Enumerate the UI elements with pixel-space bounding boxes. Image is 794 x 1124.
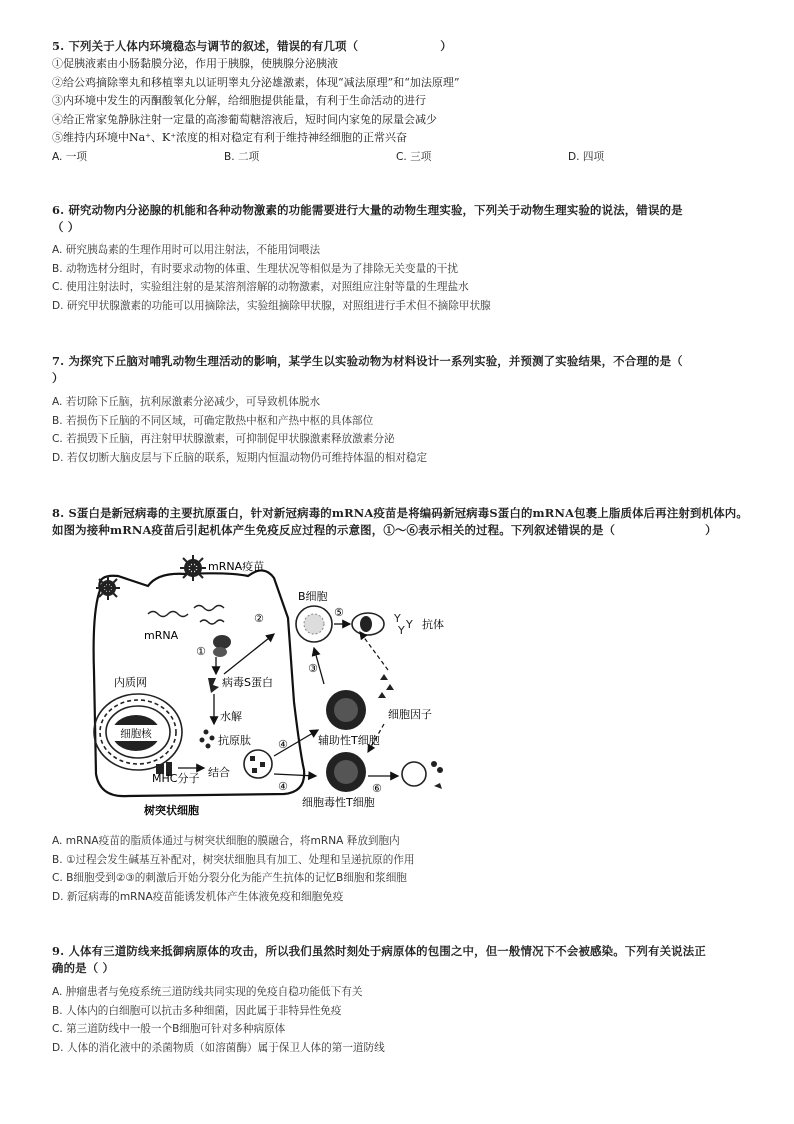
label-step-1: ① — [196, 645, 206, 658]
vesicle-icon — [244, 750, 272, 778]
q5-option-d[interactable]: D. 四项 — [568, 150, 605, 163]
label-er: 内质网 — [114, 676, 147, 689]
question-9 — [52, 943, 752, 1057]
ribosome-icon — [213, 635, 231, 649]
q9-option-c[interactable]: C. 第三道防线中一般一个B细胞可针对多种病原体 — [52, 1023, 286, 1036]
q9-option-d[interactable]: D. 人体的消化液中的杀菌物质（如溶菌酶）属于保卫人体的第一道防线 — [52, 1041, 385, 1054]
question-7 — [52, 353, 752, 467]
label-cytokine: 细胞因子 — [388, 708, 432, 721]
label-antibody: 抗体 — [422, 618, 444, 631]
q7-option-a[interactable]: A. 若切除下丘脑，抗利尿激素分泌减少，可导致机体脱水 — [52, 396, 321, 408]
mrna-strand-icon — [194, 606, 224, 611]
spike-protein-icon — [208, 678, 219, 693]
q5-options — [52, 148, 752, 166]
q5-item: ①促胰液素由小肠黏膜分泌，作用于胰腺，使胰腺分泌胰液 — [52, 57, 338, 70]
q5-item: ④给正常家兔静脉注射一定量的高渗葡萄糖溶液后，短时间内家兔的尿量会减少 — [52, 112, 437, 126]
q7-option-b[interactable]: B. 若损伤下丘脑的不同区域，可确定散热中枢和产热中枢的具体部位 — [52, 414, 374, 427]
label-antigen-peptide: 抗原肽 — [218, 734, 251, 747]
mrna-strand-icon — [148, 612, 188, 617]
q5-option-a[interactable]: A. 一项 — [52, 150, 87, 163]
label-step-2: ② — [254, 612, 264, 625]
q5-option-b[interactable]: B. 二项 — [224, 150, 260, 163]
label-b-cell: B细胞 — [298, 590, 328, 603]
cytokine-icon — [378, 674, 394, 698]
question-6 — [52, 202, 752, 315]
label-spike-protein: 病毒S蛋白 — [222, 676, 273, 689]
target-cell-icon — [402, 762, 426, 786]
immune-response-diagram — [88, 552, 498, 822]
question-5 — [52, 38, 752, 166]
label-bind: 结合 — [208, 766, 230, 779]
q5-item: ②给公鸡摘除睾丸和移植睾丸以证明睾丸分泌雄激素，体现“减法原理”和“加法原理” — [52, 75, 460, 89]
q6-option-d[interactable]: D. 研究甲状腺激素的功能可以用摘除法，实验组摘除甲状腺，对照组进行手术但不摘除甲状腺 — [52, 299, 491, 312]
label-step-4b: ④ — [278, 780, 288, 793]
q8-stem: 8. S蛋白是新冠病毒的主要抗原蛋白，针对新冠病毒的mRNA疫苗是将编码新冠病毒S蛋白的mRNA包裹上脂质体后再注射到机体内。 — [52, 506, 748, 520]
q7-stem-cont: ） — [52, 371, 64, 385]
q6-option-b[interactable]: B. 动物选材分组时，有时要求动物的体重、生理状况等相似是为了排除无关变量的干扰 — [52, 262, 458, 275]
mrna-vaccine-icon — [180, 555, 206, 581]
q7-option-c[interactable]: C. 若损毁下丘脑，再注射甲状腺激素，可抑制促甲状腺激素释放激素分泌 — [52, 433, 395, 446]
q6-stem: 6. 研究动物内分泌腺的机能和各种动物激素的功能需要进行大量的动物生理实验，下列关于动物生理实验的说法，错误的是 — [52, 203, 683, 217]
q7-option-d[interactable]: D. 若仅切断大脑皮层与下丘脑的联系，短期内恒温动物仍可维持体温的相对稳定 — [52, 451, 428, 464]
antigen-peptide-icon — [200, 730, 215, 749]
label-cytotoxic-t: 细胞毒性T细胞 — [302, 796, 375, 809]
label-mhc: MHC分子 — [152, 772, 200, 785]
label-helper-t: 辅助性T细胞 — [318, 734, 380, 747]
label-mrna: mRNA — [144, 629, 179, 642]
label-hydrolysis: 水解 — [220, 710, 242, 723]
label-nucleus: 细胞核 — [120, 728, 152, 740]
q5-option-c[interactable]: C. 三项 — [396, 150, 432, 163]
svg-text:Y: Y — [394, 612, 401, 625]
antibody-icon — [393, 612, 413, 637]
q8-option-c[interactable]: C. B细胞受到②③的刺激后开始分裂分化为能产生抗体的记忆B细胞和浆细胞 — [52, 872, 407, 885]
q6-option-a[interactable]: A. 研究胰岛素的生理作用时可以用注射法，不能用饲喂法 — [52, 244, 321, 256]
label-step-3: ③ — [308, 662, 318, 675]
label-step-4a: ④ — [278, 738, 288, 751]
question-8 — [52, 505, 752, 539]
q6-option-c[interactable]: C. 使用注射法时，实验组注射的是某溶剂溶解的动物激素，对照组应注射等量的生理盐水 — [52, 281, 469, 294]
q8-option-d[interactable]: D. 新冠病毒的mRNA疫苗能诱发机体产生体液免疫和细胞免疫 — [52, 890, 344, 903]
q9-stem: 9. 人体有三道防线来抵御病原体的攻击，所以我们虽然时刻处于病原体的包围之中，但一般情况下不会被感染。下列有关说法正 — [52, 944, 706, 958]
q9-option-b[interactable]: B. 人体内的白细胞可以抗击多种细菌，因此属于非特异性免疫 — [52, 1004, 342, 1017]
svg-text:Y: Y — [406, 618, 413, 631]
q8-option-b[interactable]: B. ①过程会发生碱基互补配对，树突状细胞具有加工、处理和呈递抗原的作用 — [52, 853, 415, 866]
mrna-vaccine-icon — [96, 576, 120, 600]
q8-stem-cont: 如图为接种mRNA疫苗后引起机体产生免疫反应过程的示意图，①～⑥表示相关的过程。下列叙述错误的是（ ） — [52, 523, 717, 537]
q8-option-a[interactable]: A. mRNA疫苗的脂质体通过与树突状细胞的膜融合，将mRNA 释放到胞内 — [52, 835, 400, 847]
svg-text:Y: Y — [398, 624, 405, 637]
cell-debris-icon — [431, 761, 443, 789]
label-step-6: ⑥ — [372, 782, 382, 795]
q5-item: ③内环境中发生的丙酮酸氧化分解，给细胞提供能量，有利于生命活动的进行 — [52, 94, 426, 108]
question-8-options — [52, 832, 752, 906]
label-mrna-vaccine: mRNA疫苗 — [208, 560, 265, 573]
q5-stem: 5. 下列关于人体内环境稳态与调节的叙述，错误的有几项（ ） — [52, 39, 452, 53]
label-step-5: ⑤ — [334, 606, 344, 619]
q5-item: ⑤维持内环境中Na⁺、K⁺浓度的相对稳定有利于维持神经细胞的正常兴奋 — [52, 131, 408, 145]
q6-stem-cont: （ ） — [52, 220, 80, 234]
label-dendritic-cell: 树突状细胞 — [144, 804, 199, 817]
q9-option-a[interactable]: A. 肿瘤患者与免疫系统三道防线共同实现的免疫自稳功能低下有关 — [52, 986, 363, 998]
mrna-strand-icon — [200, 620, 224, 624]
q7-stem: 7. 为探究下丘脑对哺乳动物生理活动的影响，某学生以实验动物为材料设计一系列实验，并预测了实验结果，不合理的是（ — [52, 354, 683, 368]
q9-stem-cont: 确的是（ ） — [52, 961, 115, 975]
